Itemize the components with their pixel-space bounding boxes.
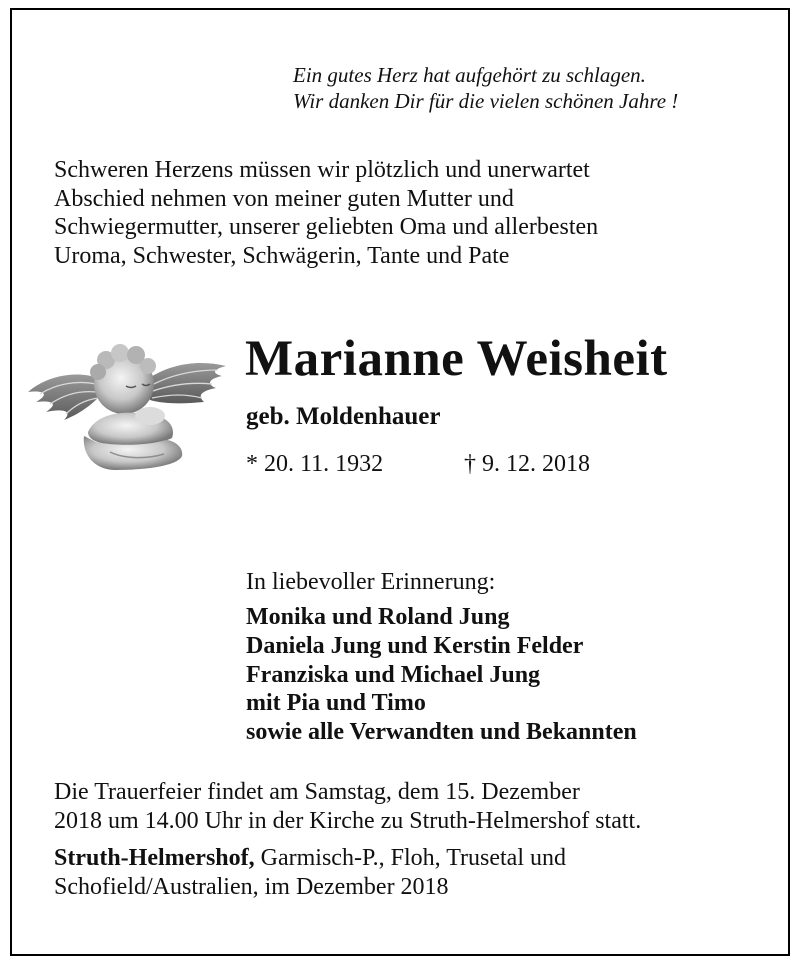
- service-line: 2018 um 14.00 Uhr in der Kirche zu Struth-Helmershof statt.: [54, 808, 642, 834]
- quote-line-2: Wir danken Dir für die vielen schönen Jahre !: [293, 89, 679, 113]
- intro-line: Schwiegermutter, unserer geliebten Oma und allerbesten: [54, 214, 599, 240]
- quote-line-1: Ein gutes Herz hat aufgehört zu schlagen.: [293, 63, 646, 87]
- place-text: [54, 844, 566, 902]
- family-names: [246, 603, 637, 747]
- place-town: Struth-Helmershof,: [54, 845, 255, 871]
- place-line-2: Schofield/Australien, im Dezember 2018: [54, 874, 449, 900]
- intro-line: Uroma, Schwester, Schwägerin, Tante und Pate: [54, 242, 510, 269]
- deceased-name: Marianne Weisheit: [245, 331, 668, 387]
- intro-line: Abschied nehmen von meiner guten Mutter und: [54, 185, 514, 212]
- intro-text: [54, 156, 598, 270]
- family-name-line: mit Pia und Timo: [246, 690, 426, 717]
- death-date: † 9. 12. 2018: [464, 451, 590, 477]
- birth-date: * 20. 11. 1932: [246, 451, 384, 477]
- place-towns-rest: Garmisch-P., Floh, Trusetal und: [254, 845, 566, 871]
- family-name-line: Franziska und Michael Jung: [246, 661, 541, 688]
- birth-name: geb. Moldenhauer: [246, 403, 441, 430]
- service-text: [54, 778, 641, 836]
- service-line: Die Trauerfeier findet am Samstag, dem 15. Dezember: [54, 779, 580, 805]
- angel-icon: [26, 340, 228, 472]
- memory-label: In liebevoller Erinnerung:: [246, 569, 496, 595]
- family-name-line: Monika und Roland Jung: [246, 604, 510, 630]
- family-name-line: sowie alle Verwandten und Bekannten: [246, 719, 637, 746]
- family-name-line: Daniela Jung und Kerstin Felder: [246, 632, 584, 659]
- intro-line: Schweren Herzens müssen wir plötzlich und unerwartet: [54, 157, 590, 183]
- place-line-1: [54, 844, 566, 873]
